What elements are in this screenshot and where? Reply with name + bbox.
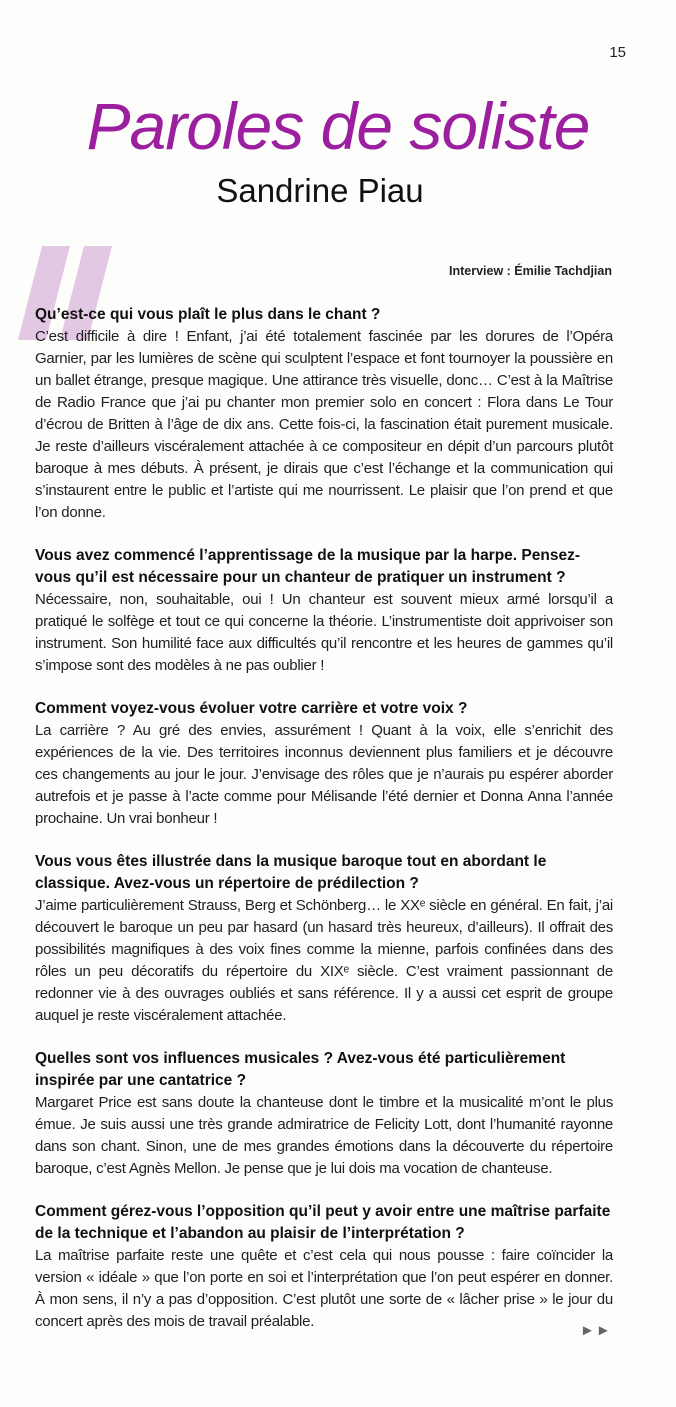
qa-block: [35, 1201, 613, 1333]
qa-block: [35, 304, 613, 524]
question: Vous avez commencé l’apprentissage de la musique par la harpe. Pensez-vous qu’il est nécessaire pour un chanteur de pratiquer un instrument ?: [35, 547, 580, 586]
question: Qu’est-ce qui vous plaît le plus dans le chant ?: [35, 306, 381, 323]
qa-block: [35, 545, 613, 677]
answer: J’aime particulièrement Strauss, Berg et Schönberg… le XXᵉ siècle en général. En fait, j’ai découvert le baroque un peu par hasard (un hasard très heureux, d’ailleurs). Il offrait des possibilités magnifiques à des voix fines comme la mienne, parfois confinées dans des rôles un peu décoratifs du répertoire du XIXᵉ siècle. C’est vraiment passionnant de redonner vie à des ouvrages oubliés et sans référence. Il y a aussi cet esprit de groupe auquel je reste viscéralement attachée.: [35, 897, 613, 1024]
interview-credit: Interview : Émilie Tachdjian: [448, 264, 612, 278]
next-page-arrows-icon[interactable]: ►►: [580, 1322, 612, 1339]
page-title: Paroles de soliste: [86, 89, 590, 163]
question: Comment gérez-vous l’opposition qu’il peut y avoir entre une maîtrise parfaite de la technique et l’abandon au plaisir de l’interprétation ?: [35, 1203, 611, 1242]
question: Comment voyez-vous évoluer votre carrière et votre voix ?: [35, 700, 468, 717]
answer: La maîtrise parfaite reste une quête et c’est cela qui nous pousse : faire coïncider la version « idéale » que l’on porte en soi et l’interprétation que l’on peut espérer en donner. À mon sens, il n’y a pas d’opposition. C’est plutôt une sorte de « lâcher prise » le jour du concert après des mois de travail préalable.: [35, 1247, 613, 1330]
answer: C’est difficile à dire ! Enfant, j’ai été totalement fascinée par les dorures de l’Opéra Garnier, par les lumières de scène qui sculptent l’espace et font tournoyer la poussière en un ballet étrange, presque magique. Une attirance très visuelle, donc… C’est à la Maîtrise de Radio France que j’ai pu chanter mon premier solo en concert : Flora dans Le Tour d’écrou de Britten à l’âge de dix ans. Cette fois-ci, la fascination était purement musicale. Je reste d’ailleurs viscéralement attachée à ce compositeur en dépit d’un parcours plutôt baroque à mes débuts. À présent, je dirais que c’est l’échange et la communication qui s’instaurent entre le public et l’artiste qui me nourrissent. Le plaisir que l’on prend et que l’on donne.: [35, 328, 613, 521]
qa-block: [35, 698, 613, 830]
question: Quelles sont vos influences musicales ? Avez-vous été particulièrement inspirée par une cantatrice ?: [35, 1050, 566, 1089]
answer: Margaret Price est sans doute la chanteuse dont le timbre et la musicalité m’ont le plus émue. Je suis aussi une très grande admiratrice de Felicity Lott, dont l’humanité rayonne dans son chant. Sinon, une de mes grandes émotions dans la découverte du répertoire baroque, c’est Agnès Mellon. Je pense que je lui dois ma vocation de chanteuse.: [35, 1094, 613, 1177]
page-subtitle: Sandrine Piau: [216, 172, 424, 209]
qa-block: [35, 851, 613, 1027]
question: Vous vous êtes illustrée dans la musique baroque tout en abordant le classique. Avez-vous un répertoire de prédilection ?: [35, 853, 547, 892]
qa-block: [35, 1048, 613, 1180]
page-number: 15: [609, 44, 626, 61]
interview-body: [35, 304, 613, 1354]
answer: La carrière ? Au gré des envies, assurément ! Quant à la voix, elle s’enrichit des expériences de la vie. Des territoires inconnus deviennent plus familiers et je découvre ces changements au jour le jour. J’envisage des rôles que je n’aurais pu espérer aborder autrefois et je passe à l’acte comme pour Mélisande l’été dernier et Donna Anna l’année prochaine. Un vrai bonheur !: [35, 722, 613, 827]
answer: Nécessaire, non, souhaitable, oui ! Un chanteur est souvent mieux armé lorsqu’il a pratiqué le solfège et tout ce qui concerne la théorie. L’instrumentiste doit apprivoiser son instrument. Son humilité face aux difficultés qu’il rencontre et les heures de gammes qu’il s’impose sont des modèles à ne pas oublier !: [35, 591, 613, 674]
